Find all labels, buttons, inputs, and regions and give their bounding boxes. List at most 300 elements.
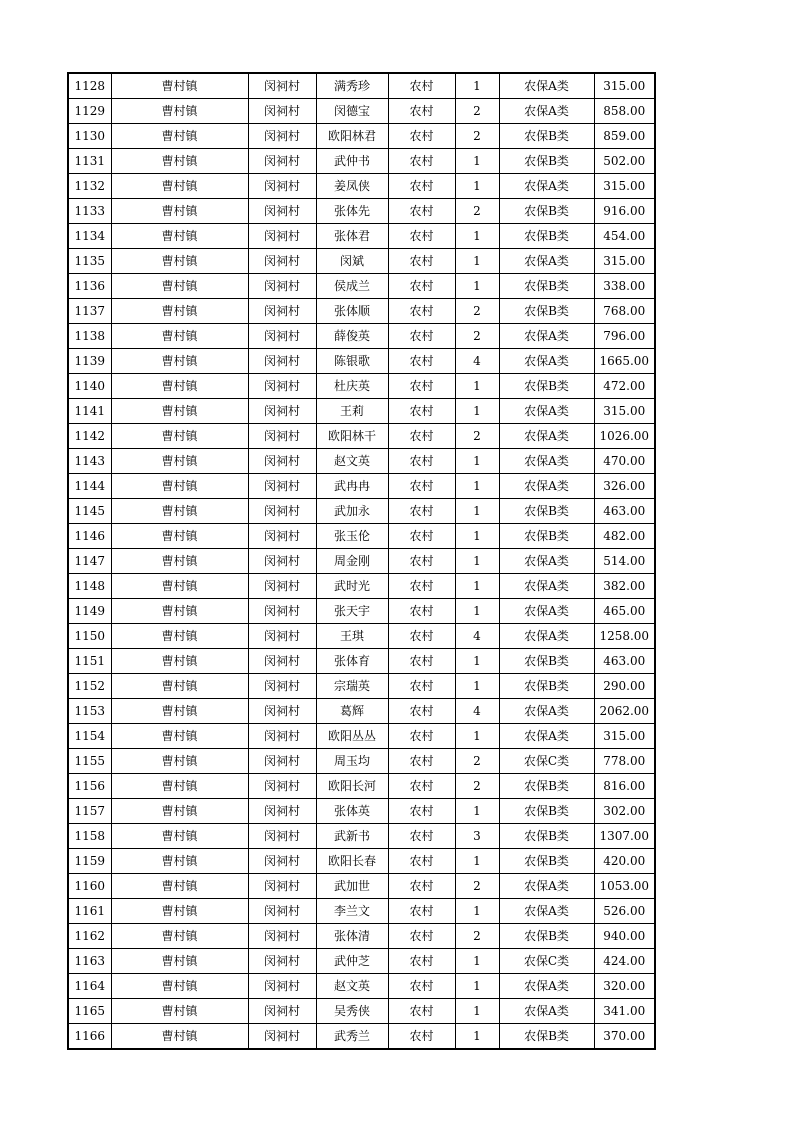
table-row	[68, 974, 655, 999]
cell-village: 闵祠村	[248, 524, 316, 549]
cell-amount: 2062.00	[594, 699, 655, 724]
cell-area-type: 农村	[388, 549, 455, 574]
cell-person-name: 闵德宝	[316, 99, 388, 124]
cell-insurance-category: 农保A类	[499, 424, 594, 449]
cell-household-count: 1	[455, 674, 499, 699]
cell-person-name: 周金刚	[316, 549, 388, 574]
cell-insurance-category: 农保B类	[499, 1024, 594, 1050]
cell-town: 曹村镇	[111, 574, 248, 599]
cell-household-count: 1	[455, 849, 499, 874]
cell-amount: 1258.00	[594, 624, 655, 649]
cell-area-type: 农村	[388, 1024, 455, 1050]
cell-serial-number: 1128	[68, 73, 111, 99]
cell-area-type: 农村	[388, 974, 455, 999]
cell-person-name: 武加世	[316, 874, 388, 899]
cell-area-type: 农村	[388, 699, 455, 724]
cell-household-count: 4	[455, 349, 499, 374]
cell-serial-number: 1157	[68, 799, 111, 824]
relief-roster-table	[67, 72, 656, 1050]
cell-town: 曹村镇	[111, 974, 248, 999]
cell-insurance-category: 农保A类	[499, 174, 594, 199]
cell-village: 闵祠村	[248, 199, 316, 224]
cell-insurance-category: 农保B类	[499, 524, 594, 549]
table-row	[68, 449, 655, 474]
cell-amount: 514.00	[594, 549, 655, 574]
cell-town: 曹村镇	[111, 724, 248, 749]
cell-town: 曹村镇	[111, 374, 248, 399]
cell-serial-number: 1158	[68, 824, 111, 849]
cell-household-count: 1	[455, 174, 499, 199]
cell-serial-number: 1149	[68, 599, 111, 624]
cell-household-count: 1	[455, 249, 499, 274]
cell-village: 闵祠村	[248, 974, 316, 999]
cell-area-type: 农村	[388, 499, 455, 524]
cell-serial-number: 1137	[68, 299, 111, 324]
cell-household-count: 1	[455, 974, 499, 999]
cell-area-type: 农村	[388, 199, 455, 224]
table-row	[68, 374, 655, 399]
cell-insurance-category: 农保B类	[499, 824, 594, 849]
cell-person-name: 张体清	[316, 924, 388, 949]
cell-town: 曹村镇	[111, 274, 248, 299]
cell-insurance-category: 农保A类	[499, 73, 594, 99]
cell-area-type: 农村	[388, 949, 455, 974]
table-row	[68, 749, 655, 774]
cell-village: 闵祠村	[248, 374, 316, 399]
cell-serial-number: 1141	[68, 399, 111, 424]
cell-household-count: 2	[455, 924, 499, 949]
cell-town: 曹村镇	[111, 649, 248, 674]
cell-insurance-category: 农保B类	[499, 649, 594, 674]
cell-town: 曹村镇	[111, 299, 248, 324]
cell-town: 曹村镇	[111, 124, 248, 149]
cell-insurance-category: 农保A类	[499, 399, 594, 424]
cell-amount: 502.00	[594, 149, 655, 174]
cell-person-name: 张体顺	[316, 299, 388, 324]
cell-person-name: 张玉伦	[316, 524, 388, 549]
table-row	[68, 399, 655, 424]
cell-amount: 472.00	[594, 374, 655, 399]
cell-person-name: 张体育	[316, 649, 388, 674]
cell-amount: 315.00	[594, 724, 655, 749]
cell-serial-number: 1133	[68, 199, 111, 224]
cell-village: 闵祠村	[248, 949, 316, 974]
table-row	[68, 249, 655, 274]
cell-household-count: 1	[455, 899, 499, 924]
table-row	[68, 599, 655, 624]
cell-village: 闵祠村	[248, 599, 316, 624]
cell-insurance-category: 农保A类	[499, 99, 594, 124]
cell-insurance-category: 农保A类	[499, 999, 594, 1024]
cell-town: 曹村镇	[111, 874, 248, 899]
cell-serial-number: 1139	[68, 349, 111, 374]
cell-person-name: 欧阳长河	[316, 774, 388, 799]
cell-village: 闵祠村	[248, 474, 316, 499]
cell-amount: 326.00	[594, 474, 655, 499]
table-row	[68, 799, 655, 824]
cell-person-name: 武仲芝	[316, 949, 388, 974]
cell-area-type: 农村	[388, 599, 455, 624]
cell-person-name: 武新书	[316, 824, 388, 849]
cell-town: 曹村镇	[111, 774, 248, 799]
cell-village: 闵祠村	[248, 899, 316, 924]
cell-insurance-category: 农保B类	[499, 299, 594, 324]
cell-serial-number: 1131	[68, 149, 111, 174]
cell-person-name: 武仲书	[316, 149, 388, 174]
cell-amount: 315.00	[594, 174, 655, 199]
cell-area-type: 农村	[388, 749, 455, 774]
cell-household-count: 1	[455, 574, 499, 599]
cell-person-name: 欧阳林干	[316, 424, 388, 449]
cell-area-type: 农村	[388, 149, 455, 174]
cell-person-name: 葛辉	[316, 699, 388, 724]
table-row	[68, 549, 655, 574]
cell-area-type: 农村	[388, 824, 455, 849]
cell-village: 闵祠村	[248, 749, 316, 774]
cell-town: 曹村镇	[111, 899, 248, 924]
cell-amount: 1026.00	[594, 424, 655, 449]
cell-serial-number: 1150	[68, 624, 111, 649]
cell-person-name: 王莉	[316, 399, 388, 424]
cell-insurance-category: 农保A类	[499, 249, 594, 274]
cell-town: 曹村镇	[111, 699, 248, 724]
cell-person-name: 武加永	[316, 499, 388, 524]
table-row	[68, 424, 655, 449]
table-row	[68, 99, 655, 124]
cell-serial-number: 1142	[68, 424, 111, 449]
cell-amount: 315.00	[594, 399, 655, 424]
cell-person-name: 薛俊英	[316, 324, 388, 349]
table-row	[68, 1024, 655, 1050]
cell-amount: 302.00	[594, 799, 655, 824]
cell-household-count: 1	[455, 399, 499, 424]
cell-area-type: 农村	[388, 849, 455, 874]
cell-person-name: 张体君	[316, 224, 388, 249]
cell-amount: 470.00	[594, 449, 655, 474]
cell-village: 闵祠村	[248, 73, 316, 99]
cell-town: 曹村镇	[111, 449, 248, 474]
cell-village: 闵祠村	[248, 424, 316, 449]
cell-insurance-category: 农保A类	[499, 574, 594, 599]
cell-insurance-category: 农保B类	[499, 224, 594, 249]
cell-town: 曹村镇	[111, 349, 248, 374]
cell-serial-number: 1163	[68, 949, 111, 974]
cell-area-type: 农村	[388, 374, 455, 399]
cell-household-count: 1	[455, 799, 499, 824]
cell-amount: 315.00	[594, 73, 655, 99]
cell-area-type: 农村	[388, 624, 455, 649]
cell-area-type: 农村	[388, 99, 455, 124]
cell-household-count: 1	[455, 73, 499, 99]
cell-amount: 1053.00	[594, 874, 655, 899]
cell-serial-number: 1148	[68, 574, 111, 599]
cell-person-name: 张体先	[316, 199, 388, 224]
cell-town: 曹村镇	[111, 924, 248, 949]
cell-town: 曹村镇	[111, 99, 248, 124]
cell-village: 闵祠村	[248, 549, 316, 574]
cell-person-name: 姜凤侠	[316, 174, 388, 199]
cell-person-name: 张天宇	[316, 599, 388, 624]
cell-household-count: 2	[455, 424, 499, 449]
cell-amount: 526.00	[594, 899, 655, 924]
cell-household-count: 1	[455, 999, 499, 1024]
table-row	[68, 949, 655, 974]
cell-town: 曹村镇	[111, 474, 248, 499]
cell-insurance-category: 农保A类	[499, 599, 594, 624]
cell-village: 闵祠村	[248, 699, 316, 724]
cell-town: 曹村镇	[111, 849, 248, 874]
cell-person-name: 闵斌	[316, 249, 388, 274]
cell-insurance-category: 农保B类	[499, 374, 594, 399]
cell-insurance-category: 农保A类	[499, 874, 594, 899]
cell-serial-number: 1155	[68, 749, 111, 774]
cell-household-count: 1	[455, 949, 499, 974]
cell-serial-number: 1130	[68, 124, 111, 149]
table-row	[68, 149, 655, 174]
cell-person-name: 侯成兰	[316, 274, 388, 299]
cell-insurance-category: 农保B类	[499, 774, 594, 799]
cell-serial-number: 1144	[68, 474, 111, 499]
cell-town: 曹村镇	[111, 799, 248, 824]
cell-person-name: 满秀珍	[316, 73, 388, 99]
cell-amount: 858.00	[594, 99, 655, 124]
cell-amount: 454.00	[594, 224, 655, 249]
cell-village: 闵祠村	[248, 224, 316, 249]
cell-area-type: 农村	[388, 924, 455, 949]
cell-amount: 482.00	[594, 524, 655, 549]
cell-area-type: 农村	[388, 649, 455, 674]
table-row	[68, 499, 655, 524]
cell-household-count: 1	[455, 474, 499, 499]
cell-person-name: 陈银歌	[316, 349, 388, 374]
cell-person-name: 欧阳丛丛	[316, 724, 388, 749]
cell-amount: 420.00	[594, 849, 655, 874]
cell-amount: 465.00	[594, 599, 655, 624]
cell-serial-number: 1156	[68, 774, 111, 799]
cell-village: 闵祠村	[248, 624, 316, 649]
cell-town: 曹村镇	[111, 249, 248, 274]
table-row	[68, 999, 655, 1024]
cell-town: 曹村镇	[111, 224, 248, 249]
cell-serial-number: 1134	[68, 224, 111, 249]
cell-amount: 320.00	[594, 974, 655, 999]
cell-village: 闵祠村	[248, 799, 316, 824]
cell-area-type: 农村	[388, 574, 455, 599]
cell-amount: 796.00	[594, 324, 655, 349]
cell-insurance-category: 农保A类	[499, 624, 594, 649]
cell-area-type: 农村	[388, 174, 455, 199]
cell-household-count: 4	[455, 624, 499, 649]
table-row	[68, 524, 655, 549]
cell-serial-number: 1159	[68, 849, 111, 874]
cell-household-count: 1	[455, 499, 499, 524]
cell-insurance-category: 农保A类	[499, 349, 594, 374]
cell-village: 闵祠村	[248, 824, 316, 849]
cell-area-type: 农村	[388, 324, 455, 349]
cell-serial-number: 1151	[68, 649, 111, 674]
cell-person-name: 武冉冉	[316, 474, 388, 499]
cell-household-count: 1	[455, 599, 499, 624]
cell-amount: 341.00	[594, 999, 655, 1024]
cell-household-count: 2	[455, 874, 499, 899]
cell-insurance-category: 农保A类	[499, 449, 594, 474]
cell-insurance-category: 农保B类	[499, 924, 594, 949]
cell-insurance-category: 农保B类	[499, 199, 594, 224]
cell-town: 曹村镇	[111, 199, 248, 224]
cell-insurance-category: 农保B类	[499, 149, 594, 174]
cell-town: 曹村镇	[111, 149, 248, 174]
cell-serial-number: 1145	[68, 499, 111, 524]
cell-town: 曹村镇	[111, 1024, 248, 1050]
cell-person-name: 欧阳林君	[316, 124, 388, 149]
cell-serial-number: 1161	[68, 899, 111, 924]
cell-area-type: 农村	[388, 399, 455, 424]
cell-insurance-category: 农保C类	[499, 949, 594, 974]
cell-household-count: 1	[455, 1024, 499, 1050]
cell-area-type: 农村	[388, 724, 455, 749]
cell-person-name: 杜庆英	[316, 374, 388, 399]
cell-town: 曹村镇	[111, 524, 248, 549]
cell-serial-number: 1165	[68, 999, 111, 1024]
cell-area-type: 农村	[388, 299, 455, 324]
table-row	[68, 724, 655, 749]
cell-village: 闵祠村	[248, 249, 316, 274]
cell-household-count: 1	[455, 549, 499, 574]
cell-village: 闵祠村	[248, 399, 316, 424]
cell-amount: 338.00	[594, 274, 655, 299]
cell-household-count: 1	[455, 524, 499, 549]
cell-town: 曹村镇	[111, 824, 248, 849]
cell-insurance-category: 农保A类	[499, 324, 594, 349]
cell-serial-number: 1143	[68, 449, 111, 474]
cell-person-name: 宗瑞英	[316, 674, 388, 699]
cell-insurance-category: 农保A类	[499, 474, 594, 499]
cell-amount: 463.00	[594, 499, 655, 524]
cell-serial-number: 1138	[68, 324, 111, 349]
table-row	[68, 824, 655, 849]
cell-area-type: 农村	[388, 424, 455, 449]
cell-amount: 816.00	[594, 774, 655, 799]
cell-amount: 370.00	[594, 1024, 655, 1050]
cell-amount: 859.00	[594, 124, 655, 149]
cell-amount: 768.00	[594, 299, 655, 324]
cell-household-count: 1	[455, 724, 499, 749]
cell-town: 曹村镇	[111, 674, 248, 699]
cell-area-type: 农村	[388, 524, 455, 549]
cell-household-count: 2	[455, 99, 499, 124]
cell-insurance-category: 农保B类	[499, 499, 594, 524]
cell-insurance-category: 农保B类	[499, 799, 594, 824]
cell-household-count: 3	[455, 824, 499, 849]
table-row	[68, 649, 655, 674]
cell-person-name: 欧阳长春	[316, 849, 388, 874]
cell-area-type: 农村	[388, 674, 455, 699]
cell-insurance-category: 农保A类	[499, 974, 594, 999]
cell-amount: 424.00	[594, 949, 655, 974]
cell-household-count: 1	[455, 374, 499, 399]
cell-household-count: 2	[455, 124, 499, 149]
cell-household-count: 2	[455, 774, 499, 799]
table-row	[68, 699, 655, 724]
cell-household-count: 2	[455, 299, 499, 324]
cell-village: 闵祠村	[248, 149, 316, 174]
cell-village: 闵祠村	[248, 674, 316, 699]
cell-serial-number: 1153	[68, 699, 111, 724]
cell-area-type: 农村	[388, 874, 455, 899]
table-row	[68, 199, 655, 224]
cell-village: 闵祠村	[248, 324, 316, 349]
table-row	[68, 349, 655, 374]
table-row	[68, 674, 655, 699]
cell-insurance-category: 农保B类	[499, 674, 594, 699]
cell-area-type: 农村	[388, 124, 455, 149]
cell-town: 曹村镇	[111, 73, 248, 99]
cell-household-count: 1	[455, 224, 499, 249]
table-row	[68, 624, 655, 649]
cell-town: 曹村镇	[111, 749, 248, 774]
cell-person-name: 武秀兰	[316, 1024, 388, 1050]
cell-household-count: 1	[455, 274, 499, 299]
cell-town: 曹村镇	[111, 999, 248, 1024]
cell-town: 曹村镇	[111, 174, 248, 199]
cell-area-type: 农村	[388, 349, 455, 374]
cell-amount: 778.00	[594, 749, 655, 774]
cell-household-count: 2	[455, 199, 499, 224]
cell-serial-number: 1154	[68, 724, 111, 749]
cell-town: 曹村镇	[111, 324, 248, 349]
cell-serial-number: 1160	[68, 874, 111, 899]
cell-village: 闵祠村	[248, 274, 316, 299]
cell-village: 闵祠村	[248, 299, 316, 324]
cell-amount: 916.00	[594, 199, 655, 224]
cell-insurance-category: 农保B类	[499, 274, 594, 299]
cell-village: 闵祠村	[248, 724, 316, 749]
cell-town: 曹村镇	[111, 549, 248, 574]
table-row	[68, 73, 655, 99]
cell-village: 闵祠村	[248, 174, 316, 199]
cell-area-type: 农村	[388, 899, 455, 924]
cell-serial-number: 1147	[68, 549, 111, 574]
cell-serial-number: 1152	[68, 674, 111, 699]
table-row	[68, 474, 655, 499]
table-row	[68, 224, 655, 249]
table-row	[68, 774, 655, 799]
table-row	[68, 924, 655, 949]
cell-village: 闵祠村	[248, 499, 316, 524]
cell-amount: 290.00	[594, 674, 655, 699]
cell-serial-number: 1136	[68, 274, 111, 299]
cell-person-name: 周玉均	[316, 749, 388, 774]
cell-village: 闵祠村	[248, 999, 316, 1024]
cell-insurance-category: 农保A类	[499, 899, 594, 924]
cell-serial-number: 1140	[68, 374, 111, 399]
cell-town: 曹村镇	[111, 624, 248, 649]
cell-village: 闵祠村	[248, 449, 316, 474]
cell-serial-number: 1129	[68, 99, 111, 124]
cell-serial-number: 1164	[68, 974, 111, 999]
cell-village: 闵祠村	[248, 924, 316, 949]
cell-serial-number: 1132	[68, 174, 111, 199]
cell-village: 闵祠村	[248, 1024, 316, 1050]
cell-town: 曹村镇	[111, 599, 248, 624]
cell-serial-number: 1162	[68, 924, 111, 949]
table-row	[68, 874, 655, 899]
cell-serial-number: 1166	[68, 1024, 111, 1050]
cell-household-count: 1	[455, 149, 499, 174]
cell-insurance-category: 农保B类	[499, 124, 594, 149]
cell-village: 闵祠村	[248, 849, 316, 874]
cell-household-count: 1	[455, 449, 499, 474]
